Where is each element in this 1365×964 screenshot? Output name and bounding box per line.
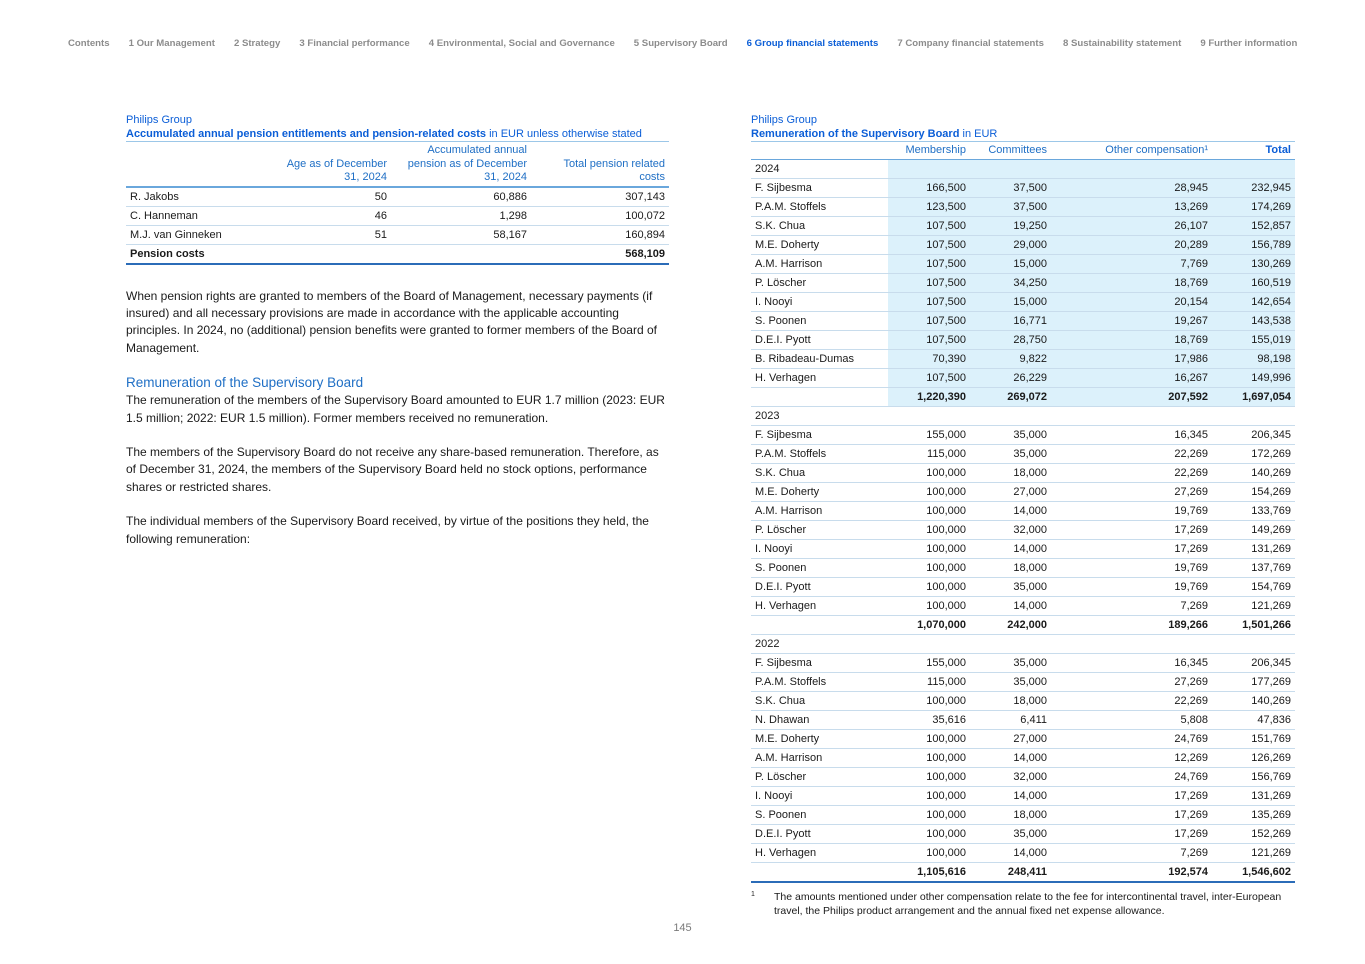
cell-age: 50 bbox=[276, 187, 391, 207]
cell-name: I. Nooyi bbox=[751, 539, 888, 558]
cell-costs: 160,894 bbox=[531, 225, 669, 244]
cell-name: P.A.M. Stoffels bbox=[751, 197, 888, 216]
nav-item-8[interactable]: 8 Sustainability statement bbox=[1062, 38, 1182, 49]
nav-item-9[interactable]: 9 Further information bbox=[1200, 38, 1298, 49]
nav-item-0[interactable]: Contents bbox=[68, 38, 110, 49]
col-header-pension: Accumulated annual pension as of December 31, 2024 bbox=[407, 144, 527, 183]
cell-total: 152,857 bbox=[1212, 216, 1295, 235]
cell-membership: 155,000 bbox=[888, 653, 970, 672]
cell-pension: 60,886 bbox=[391, 187, 531, 207]
cell-name: I. Nooyi bbox=[751, 292, 888, 311]
share-paragraph: The members of the Supervisory Board do not receive any share-based remuneration. Therefore, as of December 31, 2024, the members of the Supervisory Board held no stock options, performance shares or restricted shares. bbox=[126, 444, 659, 494]
cell-committees: 35,000 bbox=[970, 824, 1051, 843]
cell-membership: 107,500 bbox=[888, 254, 970, 273]
cell-other: 18,769 bbox=[1051, 273, 1212, 292]
cell-name: R. Jakobs bbox=[126, 187, 276, 207]
cell-membership: 100,000 bbox=[888, 520, 970, 539]
table-row bbox=[751, 691, 1295, 710]
cell-committees: 37,500 bbox=[970, 178, 1051, 197]
cell-name: F. Sijbesma bbox=[751, 178, 888, 197]
cell-name: S. Poonen bbox=[751, 311, 888, 330]
cell-other: 17,269 bbox=[1051, 824, 1212, 843]
cell-membership: 107,500 bbox=[888, 330, 970, 349]
cell-membership: 100,000 bbox=[888, 577, 970, 596]
cell-committees: 35,000 bbox=[970, 577, 1051, 596]
cell-total: 140,269 bbox=[1212, 463, 1295, 482]
table-row bbox=[751, 805, 1295, 824]
cell-committees: 14,000 bbox=[970, 539, 1051, 558]
col-header-total: Total bbox=[1265, 144, 1291, 156]
col-header-name bbox=[126, 142, 276, 187]
cell-membership: 123,500 bbox=[888, 197, 970, 216]
cell-total: 133,769 bbox=[1212, 501, 1295, 520]
cell-membership: 115,000 bbox=[888, 444, 970, 463]
cell-name: B. Ribadeau-Dumas bbox=[751, 349, 888, 368]
cell-other: 5,808 bbox=[1051, 710, 1212, 729]
cell-committees: 18,000 bbox=[970, 805, 1051, 824]
subtotal-other: 207,592 bbox=[1051, 387, 1212, 406]
cell-name: I. Nooyi bbox=[751, 786, 888, 805]
year-label: 2022 bbox=[751, 634, 888, 653]
subtotal-other: 189,266 bbox=[1051, 615, 1212, 634]
cell-committees: 19,250 bbox=[970, 216, 1051, 235]
table-row bbox=[751, 197, 1295, 216]
cell-total: 121,269 bbox=[1212, 596, 1295, 615]
cell-name: M.E. Doherty bbox=[751, 482, 888, 501]
cell-total: 140,269 bbox=[1212, 691, 1295, 710]
cell-total: 142,654 bbox=[1212, 292, 1295, 311]
cell-committees: 35,000 bbox=[970, 653, 1051, 672]
cell-membership: 107,500 bbox=[888, 368, 970, 387]
total-row bbox=[126, 244, 669, 264]
cell-committees: 14,000 bbox=[970, 596, 1051, 615]
right-column bbox=[751, 113, 1295, 918]
cell-other: 28,945 bbox=[1051, 178, 1212, 197]
cell-membership: 100,000 bbox=[888, 482, 970, 501]
cell-total: 149,996 bbox=[1212, 368, 1295, 387]
pension-table bbox=[126, 141, 669, 265]
cell-committees: 14,000 bbox=[970, 748, 1051, 767]
cell-committees: 6,411 bbox=[970, 710, 1051, 729]
cell-total: 206,345 bbox=[1212, 653, 1295, 672]
cell-total: 126,269 bbox=[1212, 748, 1295, 767]
cell-name: S.K. Chua bbox=[751, 216, 888, 235]
cell-name: D.E.I. Pyott bbox=[751, 330, 888, 349]
cell-other: 13,269 bbox=[1051, 197, 1212, 216]
cell-total: 206,345 bbox=[1212, 425, 1295, 444]
cell-name: A.M. Harrison bbox=[751, 748, 888, 767]
cell-costs: 307,143 bbox=[531, 187, 669, 207]
footnote-mark: 1 bbox=[751, 890, 755, 898]
cell-name: H. Verhagen bbox=[751, 596, 888, 615]
remuneration-table bbox=[751, 141, 1295, 883]
cell-name: P. Löscher bbox=[751, 520, 888, 539]
cell-committees: 14,000 bbox=[970, 843, 1051, 862]
year-row bbox=[751, 406, 1295, 425]
cell-membership: 107,500 bbox=[888, 311, 970, 330]
subtotal-committees: 248,411 bbox=[970, 862, 1051, 882]
cell-total: 143,538 bbox=[1212, 311, 1295, 330]
cell-name: N. Dhawan bbox=[751, 710, 888, 729]
nav-item-7[interactable]: 7 Company financial statements bbox=[897, 38, 1044, 49]
footnote-text: The amounts mentioned under other compensation relate to the fee for intercontinental travel, inter-European travel, the Philips product arrangement and the annual fixed net expense allowance. bbox=[774, 890, 1282, 917]
cell-membership: 107,500 bbox=[888, 216, 970, 235]
cell-total: 121,269 bbox=[1212, 843, 1295, 862]
cell-committees: 35,000 bbox=[970, 444, 1051, 463]
table-row bbox=[751, 786, 1295, 805]
table-row bbox=[751, 463, 1295, 482]
cell-membership: 100,000 bbox=[888, 805, 970, 824]
cell-total: 98,198 bbox=[1212, 349, 1295, 368]
nav-item-1[interactable]: 1 Our Management bbox=[128, 38, 215, 49]
individual-paragraph: The individual members of the Supervisory Board received, by virtue of the positions they held, the following remuneration: bbox=[126, 514, 649, 546]
nav-item-6[interactable]: 6 Group financial statements bbox=[746, 38, 879, 49]
table-row bbox=[751, 843, 1295, 862]
cell-other: 17,269 bbox=[1051, 786, 1212, 805]
cell-other: 17,269 bbox=[1051, 539, 1212, 558]
cell-committees: 32,000 bbox=[970, 767, 1051, 786]
cell-total: 232,945 bbox=[1212, 178, 1295, 197]
cell-committees: 9,822 bbox=[970, 349, 1051, 368]
cell-membership: 35,616 bbox=[888, 710, 970, 729]
table-row bbox=[751, 235, 1295, 254]
total-label: Pension costs bbox=[126, 244, 276, 264]
table-row bbox=[751, 292, 1295, 311]
cell-committees: 37,500 bbox=[970, 197, 1051, 216]
subtotal-total: 1,501,266 bbox=[1212, 615, 1295, 634]
cell-committees: 16,771 bbox=[970, 311, 1051, 330]
cell-other: 17,986 bbox=[1051, 349, 1212, 368]
cell-committees: 34,250 bbox=[970, 273, 1051, 292]
pension-table-title: Accumulated annual pension entitlements and pension-related costs in EUR unless otherwise stated bbox=[126, 128, 642, 140]
table-row bbox=[751, 558, 1295, 577]
cell-other: 19,769 bbox=[1051, 577, 1212, 596]
subtotal-other: 192,574 bbox=[1051, 862, 1212, 882]
cell-total: 172,269 bbox=[1212, 444, 1295, 463]
cell-committees: 18,000 bbox=[970, 691, 1051, 710]
cell-other: 22,269 bbox=[1051, 691, 1212, 710]
subtotal-committees: 269,072 bbox=[970, 387, 1051, 406]
cell-committees: 26,229 bbox=[970, 368, 1051, 387]
table-row bbox=[751, 368, 1295, 387]
table-row bbox=[751, 349, 1295, 368]
col-header-costs: Total pension related costs bbox=[563, 157, 665, 183]
cell-name: F. Sijbesma bbox=[751, 425, 888, 444]
remuneration-table-title: Remuneration of the Supervisory Board in EUR bbox=[751, 128, 998, 140]
table-row bbox=[751, 767, 1295, 786]
col-header-age: Age as of December 31, 2024 bbox=[286, 157, 387, 183]
cell-committees: 14,000 bbox=[970, 786, 1051, 805]
cell-name: P. Löscher bbox=[751, 767, 888, 786]
cell-age: 46 bbox=[276, 206, 391, 225]
cell-membership: 100,000 bbox=[888, 691, 970, 710]
cell-other: 17,269 bbox=[1051, 805, 1212, 824]
cell-name: P.A.M. Stoffels bbox=[751, 672, 888, 691]
cell-membership: 100,000 bbox=[888, 539, 970, 558]
cell-total: 160,519 bbox=[1212, 273, 1295, 292]
col-header-committees: Committees bbox=[988, 144, 1047, 156]
cell-total: 137,769 bbox=[1212, 558, 1295, 577]
cell-name: M.E. Doherty bbox=[751, 729, 888, 748]
cell-committees: 28,750 bbox=[970, 330, 1051, 349]
cell-name: F. Sijbesma bbox=[751, 653, 888, 672]
subtotal-committees: 242,000 bbox=[970, 615, 1051, 634]
cell-other: 19,769 bbox=[1051, 558, 1212, 577]
table-row bbox=[751, 311, 1295, 330]
cell-membership: 100,000 bbox=[888, 596, 970, 615]
table-row bbox=[751, 748, 1295, 767]
left-column bbox=[126, 113, 669, 548]
cell-committees: 18,000 bbox=[970, 463, 1051, 482]
cell-total: 47,836 bbox=[1212, 710, 1295, 729]
remuneration-paragraph: The remuneration of the members of the Supervisory Board amounted to EUR 1.7 million (2023: EUR 1.5 million; 2022: EUR 1.5 million). Former members received no remuneration. bbox=[126, 393, 665, 425]
cell-other: 7,769 bbox=[1051, 254, 1212, 273]
table-row bbox=[751, 672, 1295, 691]
cell-membership: 100,000 bbox=[888, 558, 970, 577]
table-row bbox=[751, 520, 1295, 539]
cell-pension: 1,298 bbox=[391, 206, 531, 225]
cell-name: H. Verhagen bbox=[751, 368, 888, 387]
cell-other: 26,107 bbox=[1051, 216, 1212, 235]
table-row bbox=[751, 596, 1295, 615]
cell-committees: 35,000 bbox=[970, 672, 1051, 691]
cell-name: C. Hanneman bbox=[126, 206, 276, 225]
subtotal-row bbox=[751, 615, 1295, 634]
cell-other: 19,267 bbox=[1051, 311, 1212, 330]
cell-name: A.M. Harrison bbox=[751, 254, 888, 273]
col-header-membership: Membership bbox=[905, 144, 966, 156]
cell-name: S.K. Chua bbox=[751, 463, 888, 482]
cell-membership: 100,000 bbox=[888, 463, 970, 482]
footnote bbox=[751, 890, 1295, 918]
cell-other: 7,269 bbox=[1051, 843, 1212, 862]
cell-other: 20,289 bbox=[1051, 235, 1212, 254]
cell-other: 17,269 bbox=[1051, 520, 1212, 539]
cell-other: 16,345 bbox=[1051, 653, 1212, 672]
cell-other: 20,154 bbox=[1051, 292, 1212, 311]
cell-other: 24,769 bbox=[1051, 729, 1212, 748]
cell-membership: 100,000 bbox=[888, 501, 970, 520]
cell-membership: 100,000 bbox=[888, 843, 970, 862]
cell-committees: 35,000 bbox=[970, 425, 1051, 444]
table-row bbox=[751, 653, 1295, 672]
cell-name: H. Verhagen bbox=[751, 843, 888, 862]
cell-total: 152,269 bbox=[1212, 824, 1295, 843]
table-row bbox=[751, 254, 1295, 273]
table-row bbox=[126, 187, 669, 207]
table-row bbox=[126, 206, 669, 225]
cell-other: 24,769 bbox=[1051, 767, 1212, 786]
cell-age: 51 bbox=[276, 225, 391, 244]
cell-membership: 100,000 bbox=[888, 824, 970, 843]
table-row bbox=[751, 710, 1295, 729]
cell-name: S. Poonen bbox=[751, 558, 888, 577]
subtotal-row bbox=[751, 862, 1295, 882]
cell-total: 131,269 bbox=[1212, 786, 1295, 805]
table-row bbox=[751, 729, 1295, 748]
cell-other: 27,269 bbox=[1051, 482, 1212, 501]
year-label: 2023 bbox=[751, 406, 888, 425]
subtotal-total: 1,697,054 bbox=[1212, 387, 1295, 406]
table-row bbox=[751, 482, 1295, 501]
cell-other: 12,269 bbox=[1051, 748, 1212, 767]
cell-membership: 100,000 bbox=[888, 748, 970, 767]
cell-committees: 32,000 bbox=[970, 520, 1051, 539]
year-row bbox=[751, 159, 1295, 178]
cell-name: D.E.I. Pyott bbox=[751, 824, 888, 843]
total-costs: 568,109 bbox=[531, 244, 669, 264]
cell-committees: 29,000 bbox=[970, 235, 1051, 254]
cell-total: 174,269 bbox=[1212, 197, 1295, 216]
cell-other: 18,769 bbox=[1051, 330, 1212, 349]
cell-total: 149,269 bbox=[1212, 520, 1295, 539]
cell-costs: 100,072 bbox=[531, 206, 669, 225]
cell-name: D.E.I. Pyott bbox=[751, 577, 888, 596]
table-row bbox=[751, 178, 1295, 197]
cell-total: 131,269 bbox=[1212, 539, 1295, 558]
cell-total: 156,789 bbox=[1212, 235, 1295, 254]
section-heading: Remuneration of the Supervisory Board bbox=[126, 375, 364, 391]
cell-membership: 100,000 bbox=[888, 767, 970, 786]
cell-committees: 14,000 bbox=[970, 501, 1051, 520]
cell-membership: 107,500 bbox=[888, 292, 970, 311]
cell-name: P.A.M. Stoffels bbox=[751, 444, 888, 463]
cell-committees: 18,000 bbox=[970, 558, 1051, 577]
cell-name: A.M. Harrison bbox=[751, 501, 888, 520]
table-row bbox=[751, 425, 1295, 444]
cell-other: 19,769 bbox=[1051, 501, 1212, 520]
table-row bbox=[751, 273, 1295, 292]
year-label: 2024 bbox=[751, 159, 888, 178]
cell-other: 22,269 bbox=[1051, 444, 1212, 463]
cell-total: 155,019 bbox=[1212, 330, 1295, 349]
table-row bbox=[751, 577, 1295, 596]
cell-name: P. Löscher bbox=[751, 273, 888, 292]
year-row bbox=[751, 634, 1295, 653]
cell-membership: 70,390 bbox=[888, 349, 970, 368]
cell-committees: 27,000 bbox=[970, 482, 1051, 501]
cell-other: 16,345 bbox=[1051, 425, 1212, 444]
remuneration-table-org: Philips Group bbox=[751, 114, 818, 126]
subtotal-total: 1,546,602 bbox=[1212, 862, 1295, 882]
cell-membership: 166,500 bbox=[888, 178, 970, 197]
cell-name: M.E. Doherty bbox=[751, 235, 888, 254]
cell-committees: 15,000 bbox=[970, 292, 1051, 311]
table-row bbox=[126, 225, 669, 244]
table-row bbox=[751, 501, 1295, 520]
subtotal-membership: 1,070,000 bbox=[888, 615, 970, 634]
cell-total: 135,269 bbox=[1212, 805, 1295, 824]
cell-name: S. Poonen bbox=[751, 805, 888, 824]
top-navigation bbox=[68, 38, 1316, 49]
cell-membership: 107,500 bbox=[888, 273, 970, 292]
cell-total: 130,269 bbox=[1212, 254, 1295, 273]
subtotal-membership: 1,220,390 bbox=[888, 387, 970, 406]
subtotal-membership: 1,105,616 bbox=[888, 862, 970, 882]
cell-name: M.J. van Ginneken bbox=[126, 225, 276, 244]
cell-other: 16,267 bbox=[1051, 368, 1212, 387]
nav-item-2[interactable]: 2 Strategy bbox=[233, 38, 281, 49]
nav-item-5[interactable]: 5 Supervisory Board bbox=[633, 38, 728, 49]
col-header-other: Other compensation¹ bbox=[1105, 144, 1208, 156]
cell-committees: 15,000 bbox=[970, 254, 1051, 273]
page-number: 145 bbox=[673, 922, 692, 934]
subtotal-row bbox=[751, 387, 1295, 406]
cell-membership: 107,500 bbox=[888, 235, 970, 254]
cell-total: 154,769 bbox=[1212, 577, 1295, 596]
cell-other: 7,269 bbox=[1051, 596, 1212, 615]
cell-membership: 100,000 bbox=[888, 786, 970, 805]
table-row bbox=[751, 444, 1295, 463]
cell-committees: 27,000 bbox=[970, 729, 1051, 748]
cell-other: 22,269 bbox=[1051, 463, 1212, 482]
cell-membership: 100,000 bbox=[888, 729, 970, 748]
cell-membership: 155,000 bbox=[888, 425, 970, 444]
cell-total: 151,769 bbox=[1212, 729, 1295, 748]
table-row bbox=[751, 330, 1295, 349]
cell-total: 156,769 bbox=[1212, 767, 1295, 786]
table-row bbox=[751, 539, 1295, 558]
table-row bbox=[751, 824, 1295, 843]
nav-item-3[interactable]: 3 Financial performance bbox=[299, 38, 410, 49]
table-row bbox=[751, 216, 1295, 235]
pension-paragraph: When pension rights are granted to members of the Board of Management, necessary payments (if insured) and all necessary provisions are made in accordance with the applicable accounting principles. In 2024, no (additional) pension benefits were granted to former members of the Board of Management. bbox=[126, 288, 657, 355]
cell-membership: 115,000 bbox=[888, 672, 970, 691]
cell-total: 177,269 bbox=[1212, 672, 1295, 691]
cell-pension: 58,167 bbox=[391, 225, 531, 244]
pension-table-org: Philips Group bbox=[126, 114, 193, 126]
cell-name: S.K. Chua bbox=[751, 691, 888, 710]
cell-other: 27,269 bbox=[1051, 672, 1212, 691]
cell-total: 154,269 bbox=[1212, 482, 1295, 501]
nav-item-4[interactable]: 4 Environmental, Social and Governance bbox=[428, 38, 615, 49]
